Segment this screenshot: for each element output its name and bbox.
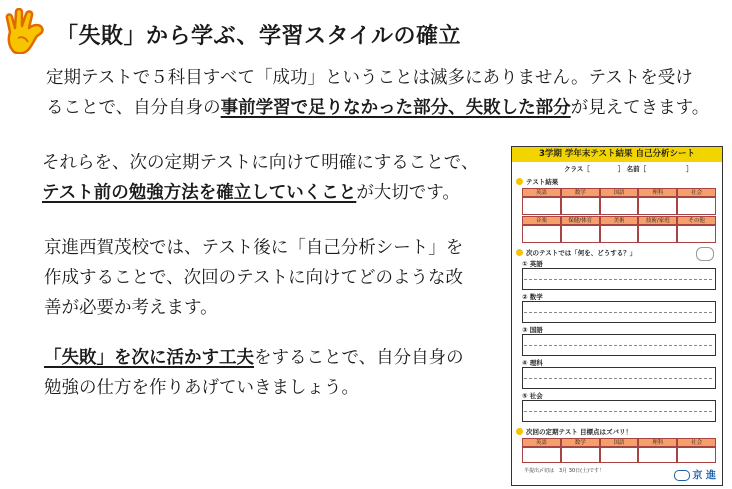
score-cell [600, 225, 639, 243]
result-subject-header: 数学 [561, 188, 600, 197]
plan-item-label: ① 英語 [522, 260, 543, 268]
closing-line-1-end: をすることで、自分自身の [254, 348, 464, 368]
goal-cell [522, 447, 561, 463]
score-cell [522, 197, 561, 215]
closing-line-1 [44, 343, 464, 373]
result-subject-header: その他 [677, 216, 716, 225]
school-paragraph [44, 233, 463, 323]
intro-paragraph [46, 63, 709, 123]
class-label: クラス［ [564, 165, 590, 173]
cartoon-illustration-icon [696, 247, 714, 261]
dotted-line [524, 279, 712, 280]
score-cell [638, 225, 677, 243]
sheet-footer: 半提出〆切は 3月 30日(土)です！ [524, 468, 605, 474]
page-heading: 「失敗」から学ぶ、学習スタイルの確立 [56, 24, 462, 49]
result-subject-header: 社会 [677, 188, 716, 197]
results-header-row-2 [522, 216, 716, 225]
plan-item-label: ④ 理科 [522, 359, 543, 367]
results-score-row-2 [522, 225, 716, 243]
dotted-line [524, 411, 712, 412]
name-close: ］ [686, 165, 693, 173]
score-cell [522, 225, 561, 243]
goal-subject-header: 社会 [677, 438, 716, 447]
closing-line-2: 勉強の仕方を作りあげていきましょう。 [44, 378, 359, 398]
intro-line-1: 定期テストで５科目すべて「成功」ということは滅多にありません。テストを受け [46, 68, 693, 88]
score-cell [561, 225, 600, 243]
goal-cell [600, 447, 639, 463]
dotted-line [524, 312, 712, 313]
goal-subject-header: 理科 [638, 438, 677, 447]
goal-cell [677, 447, 716, 463]
goal-header-row [522, 438, 716, 447]
section-marker-icon [516, 249, 523, 256]
method-line-1: それらを、次の定期テストに向けて明確にすることで、 [42, 153, 479, 173]
dotted-line [524, 345, 712, 346]
method-line-2-end: が大切です。 [356, 183, 460, 203]
school-line-3: 善が必要か考えます。 [44, 298, 218, 318]
hand-icon [4, 8, 48, 54]
intro-emphasis: 事前学習で足りなかった部分、失敗した部分 [220, 98, 571, 118]
goal-cell [638, 447, 677, 463]
section-results-label: テスト結果 [526, 178, 559, 186]
results-header-row-1 [522, 188, 716, 197]
plan-item-label: ② 数学 [522, 293, 543, 301]
section-plan-label: 次のテストでは「何を、どうする？」 [526, 249, 637, 257]
school-line-2: 作成することで、次回のテストに向けてどのような改 [44, 268, 463, 288]
intro-line-2-start: ることで、自分自身の [46, 98, 221, 118]
intro-line-2-end: が見えてきます。 [570, 98, 710, 118]
result-subject-header: 英語 [522, 188, 561, 197]
result-subject-header: 国語 [600, 188, 639, 197]
class-close: ］ [617, 165, 625, 173]
section-marker-icon [516, 428, 523, 435]
logo-text: 京 進 [692, 470, 716, 481]
score-cell [600, 197, 639, 215]
method-line-2 [42, 178, 478, 208]
results-score-row-1 [522, 197, 716, 215]
result-subject-header: 技術/家庭 [638, 216, 677, 225]
plan-item-label: ③ 国語 [522, 326, 543, 334]
section-goal-label: 次回の定期テスト 目標点はズバリ！ [526, 428, 633, 436]
intro-line-2 [46, 93, 709, 123]
kyoshin-logo [674, 470, 716, 482]
closing-paragraph [44, 343, 464, 403]
result-subject-header: 保健/体育 [561, 216, 600, 225]
score-cell [561, 197, 600, 215]
result-subject-header: 美術 [600, 216, 639, 225]
closing-emphasis: 「失敗」を次に活かす工夫 [44, 348, 254, 368]
score-cell [638, 197, 677, 215]
goal-cell [561, 447, 600, 463]
logo-mark-icon [674, 470, 690, 481]
goal-score-row [522, 447, 716, 463]
self-analysis-sheet [511, 146, 723, 486]
method-paragraph [42, 148, 478, 208]
result-subject-header: 音楽 [522, 216, 561, 225]
score-cell [677, 225, 716, 243]
school-line-1: 京進西賀茂校では、テスト後に「自己分析シート」を [44, 238, 464, 258]
score-cell [677, 197, 716, 215]
goal-subject-header: 国語 [600, 438, 639, 447]
result-subject-header: 理科 [638, 188, 677, 197]
name-label: 名前［ [626, 165, 647, 173]
sheet-title: 3学期 学年末テスト結果 自己分析シート [512, 147, 722, 162]
method-emphasis: テスト前の勉強方法を確立していくこと [42, 183, 357, 203]
goal-subject-header: 数学 [561, 438, 600, 447]
dotted-line [524, 378, 712, 379]
section-marker-icon [516, 178, 523, 185]
sheet-name-line [564, 166, 693, 173]
plan-item-label: ⑤ 社会 [522, 392, 543, 400]
goal-subject-header: 英語 [522, 438, 561, 447]
